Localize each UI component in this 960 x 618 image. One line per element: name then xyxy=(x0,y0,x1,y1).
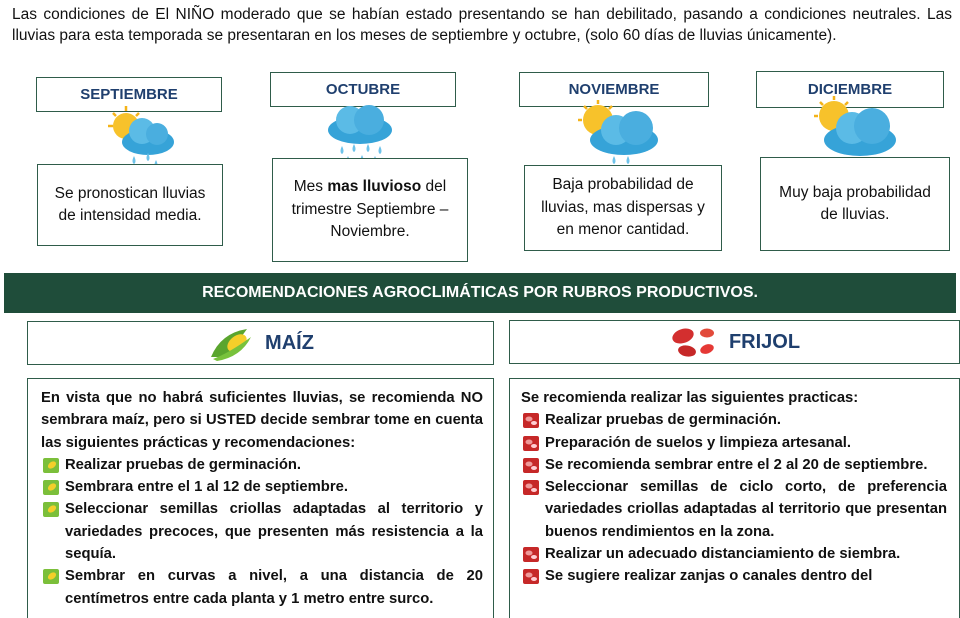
month-desc-text: Mes mas lluvioso del trimestre Septiembre – Noviembre. xyxy=(291,178,449,241)
corn-bullet-icon xyxy=(43,458,59,473)
month-header-octubre: OCTUBRE xyxy=(270,72,456,107)
intro-paragraph: Las condiciones de El NIÑO moderado que se habían estado presentando se han debilitado, pasando a condiciones neutrales. Las lluvias para esta temporada se presentaran en los meses de septiembre y octubre, (solo 60 días de lluvias únicamente). xyxy=(12,6,952,44)
list-item: Preparación de suelos y limpieza artesanal. xyxy=(521,432,947,454)
corn-bullet-icon xyxy=(43,480,59,495)
sun-cloud-light-rain-icon xyxy=(574,100,664,170)
bean-bullet-icon xyxy=(523,458,539,473)
month-header-diciembre: DICIEMBRE xyxy=(756,71,944,108)
list-item: Se recomienda sembrar entre el 2 al 20 de septiembre. xyxy=(521,454,947,476)
bean-bullet-icon xyxy=(523,480,539,495)
bean-bullet-icon xyxy=(523,569,539,584)
month-header-septiembre: SEPTIEMBRE xyxy=(36,77,222,112)
panel-intro: Se recomienda realizar las siguientes practicas: xyxy=(521,390,859,406)
list-item: Realizar un adecuado distanciamiento de siembra. xyxy=(521,543,947,565)
crop-header-frijol xyxy=(509,320,960,364)
bean-bullet-icon xyxy=(523,413,539,428)
panel-maiz xyxy=(27,378,494,618)
list-item: Realizar pruebas de germinación. xyxy=(41,454,483,476)
corn-bullet-icon xyxy=(43,569,59,584)
panel-intro: En vista que no habrá suficientes lluvias, se recomienda NO sembrara maíz, pero si USTED decide sembrar tome en cuenta las siguientes prácticas y recomendaciones: xyxy=(41,390,483,451)
frijol-list xyxy=(521,409,947,587)
list-item: Seleccionar semillas criollas adaptadas al territorio y variedades precoces, que presenten más resistencia a la sequía. xyxy=(41,498,483,565)
crop-title-maiz: MAÍZ xyxy=(265,331,314,354)
month-desc-septiembre xyxy=(37,164,223,246)
list-item: Seleccionar semillas de ciclo corto, de preferencia variedades criollas adaptadas al territorio que presentan buenos rendimientos en la zona. xyxy=(521,476,947,543)
month-desc-text: Baja probabilidad de lluvias, mas dispersas y en menor cantidad. xyxy=(541,176,705,239)
bean-icon xyxy=(669,324,719,360)
list-item: Sembrar en curvas a nivel, a una distancia de 20 centímetros entre cada planta y 1 metro entre surco. xyxy=(41,565,483,610)
maiz-list xyxy=(41,454,483,610)
month-desc-text: Se pronostican lluvias de intensidad media. xyxy=(54,184,206,224)
section-banner: RECOMENDACIONES AGROCLIMÁTICAS POR RUBROS PRODUCTIVOS. xyxy=(4,273,956,313)
month-header-noviembre: NOVIEMBRE xyxy=(519,72,709,107)
panel-frijol xyxy=(509,378,960,618)
corn-bullet-icon xyxy=(43,502,59,517)
sun-cloud-icon xyxy=(808,96,900,164)
bean-bullet-icon xyxy=(523,436,539,451)
month-desc-octubre xyxy=(272,158,468,262)
corn-icon xyxy=(207,323,255,363)
list-item: Se sugiere realizar zanjas o canales dentro del xyxy=(521,565,947,587)
crop-header-maiz xyxy=(27,321,494,365)
month-desc-text: Muy baja probabilidad de lluvias. xyxy=(779,183,931,223)
bean-bullet-icon xyxy=(523,547,539,562)
crop-title-frijol: FRIJOL xyxy=(728,330,801,353)
list-item: Realizar pruebas de germinación. xyxy=(521,409,947,431)
month-desc-noviembre xyxy=(524,165,722,251)
month-desc-diciembre xyxy=(760,157,950,251)
list-item: Sembrara entre el 1 al 12 de septiembre. xyxy=(41,476,483,498)
